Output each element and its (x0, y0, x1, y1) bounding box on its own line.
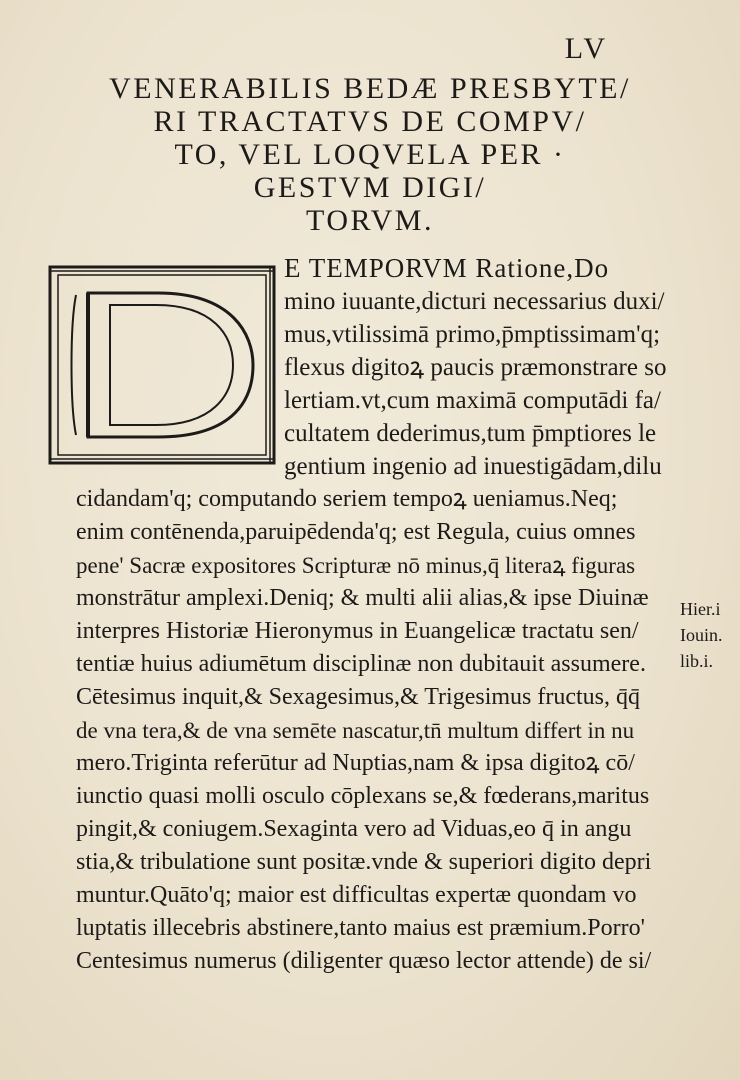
text-line: enim contēnenda,paruipēdenda'q; est Regula, cuius omnes (76, 519, 636, 545)
margin-note: Iouin. (680, 625, 723, 645)
text-line: mero.Triginta referūtur ad Nuptias,nam & ipsa digitoꝝ cō/ (76, 750, 635, 776)
initial-d-ornament (48, 265, 276, 465)
text-line: tentiæ huius adiumētum disciplinæ non dubitauit assumere. (76, 651, 646, 677)
title-line: TO, VEL LOQVELA PER · (174, 138, 566, 171)
text-line: pene' Sacræ expositores Scripturæ nō minus,q̄ literaꝝ figuras (76, 553, 636, 578)
text-line: E TEMPORVM Ratione,Do (284, 253, 610, 283)
text-line: mus,vtilissimā primo,p̄mptissimam'q; (284, 321, 661, 348)
text-line: lertiam.vt,cum maximā computādi fa/ (284, 387, 661, 414)
text-line: monstrātur amplexi.Deniq; & multi alii alias,& ipse Diuinæ (76, 585, 649, 611)
text-line: muntur.Quāto'q; maior est difficultas expertæ quondam vo (76, 882, 637, 908)
title-line: TORVM. (306, 204, 434, 237)
text-line: pingit,& coniugem.Sexaginta vero ad Viduas,eo q̄ in angu (76, 816, 632, 842)
text-line: luptatis illecebris abstinere,tanto maius est præmium.Porro' (76, 915, 645, 941)
decorated-initial (48, 265, 276, 465)
title-line: GESTVM DIGI/ (253, 171, 487, 204)
margin-note: lib.i. (680, 651, 714, 671)
text-line: flexus digitoꝝ paucis præmonstrare so (284, 354, 667, 381)
text-line: mino iuuante,dicturi necessarius duxi/ (284, 288, 665, 315)
text-line: iunctio quasi molli osculo cōplexans se,& fœderans,maritus (76, 783, 650, 809)
title-line: RI TRACTATVS DE COMPV/ (153, 105, 587, 138)
text-line: interpres Historiæ Hieronymus in Euangelicæ tractatu sen/ (76, 618, 639, 644)
text-line: Cētesimus inquit,& Sexagesimus,& Trigesimus fructus, q̄q̄ (76, 684, 641, 710)
text-line: cultatem dederimus,tum p̄mptiores le (284, 420, 657, 447)
text-line: de vna tera,& de vna semēte nascatur,tn̄ multum differt in nu (76, 718, 635, 743)
margin-note: Hier.i (680, 599, 721, 619)
folio-number: LV (564, 32, 608, 65)
title-line: VENERABILIS BEDÆ PRESBYTE/ (109, 72, 631, 105)
text-line: Centesimus numerus (diligenter quæso lector attende) de si/ (76, 948, 652, 974)
text-line: gentium ingenio ad inuestigādam,dilu (284, 453, 662, 480)
text-line: stia,& tribulatione sunt positæ.vnde & superiori digito depri (76, 849, 652, 875)
text-line: cidandam'q; computando seriem tempoꝝ ueniamus.Neq; (76, 486, 618, 512)
chapter-title (70, 72, 670, 237)
